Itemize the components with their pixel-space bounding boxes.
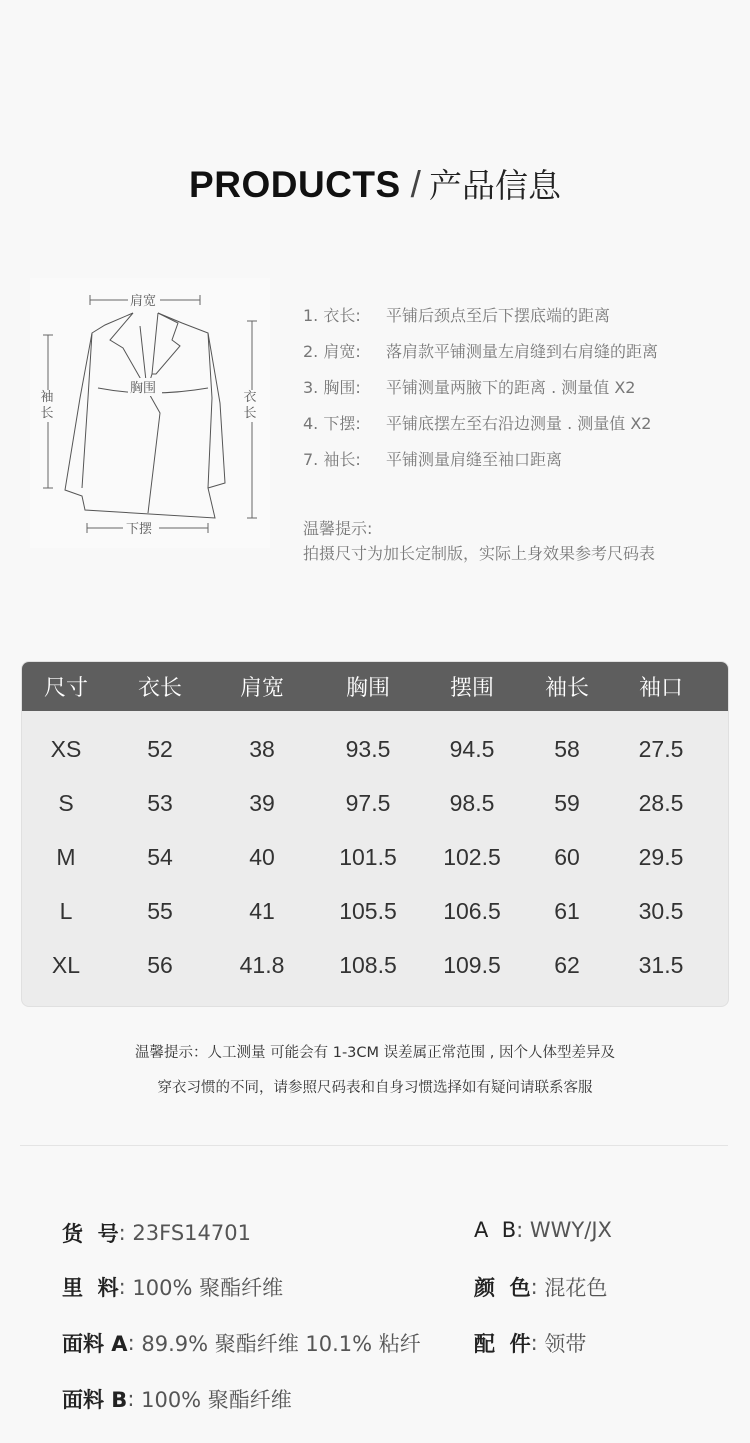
info-fabric-b: 面料 B : 100% 聚酯纤维 — [62, 1384, 292, 1414]
definition-row — [303, 296, 658, 332]
diagram-length-label: 衣长 — [243, 390, 257, 421]
info-color: 颜 色 : 混花色 — [474, 1272, 607, 1302]
header-size: 尺寸 — [43, 676, 88, 701]
tip-text: 拍摄尺寸为加长定制版，实际上身效果参考尺码表 — [303, 544, 656, 563]
header-cuff: 袖口 — [638, 676, 683, 701]
info-sku-label: 货 号 — [62, 1222, 119, 1246]
section-divider — [20, 1145, 728, 1146]
table-cell: S — [58, 789, 74, 816]
table-cell: 40 — [249, 843, 275, 870]
size-table — [21, 661, 729, 1007]
info-fabric-a: 面料 A : 89.9% 聚酯纤维 10.1% 粘纤 — [62, 1328, 421, 1358]
diagram-hem-label: 下摆 — [126, 522, 153, 537]
header-hem: 摆围 — [449, 676, 494, 701]
info-fabric-a-value: 89.9% 聚酯纤维 10.1% 粘纤 — [141, 1332, 421, 1356]
definition-value: 平铺测量肩缝至袖口距离 — [386, 449, 563, 469]
table-cell: 61 — [554, 897, 580, 924]
table-cell: 53 — [147, 789, 173, 816]
title-cn: 产品信息 — [428, 166, 561, 205]
table-row — [22, 722, 728, 776]
definition-value: 落肩款平铺测量左肩缝到右肩缝的距离 — [386, 341, 659, 361]
table-cell: L — [59, 897, 73, 924]
table-cell: 30.5 — [638, 897, 684, 924]
info-lining-label: 里 料 — [62, 1276, 119, 1300]
info-sku: 货 号 : 23FS14701 — [62, 1218, 251, 1248]
definition-row — [303, 368, 658, 404]
table-cell: 52 — [147, 735, 173, 762]
header-chest: 胸围 — [345, 676, 390, 701]
definition-key: 1. 衣长: — [303, 305, 361, 325]
header-length: 衣长 — [137, 676, 182, 701]
info-accessory-label: 配 件 — [474, 1332, 531, 1356]
table-cell: 54 — [147, 843, 173, 870]
info-fabric-b-value: 100% 聚酯纤维 — [141, 1388, 292, 1412]
table-cell: 56 — [147, 951, 173, 978]
definition-row — [303, 332, 658, 368]
definition-value: 平铺底摆左至右沿边测量 . 测量值 X2 — [386, 413, 652, 433]
definition-key: 3. 胸围: — [303, 377, 361, 397]
definition-key: 2. 肩宽: — [303, 341, 361, 361]
table-row — [22, 830, 728, 884]
info-color-value: 混花色 — [544, 1276, 608, 1300]
table-cell: 31.5 — [638, 951, 684, 978]
table-cell: 58 — [554, 735, 580, 762]
table-cell: 60 — [554, 843, 580, 870]
page-title — [0, 163, 750, 208]
table-cell: 62 — [554, 951, 580, 978]
table-cell: 28.5 — [638, 789, 684, 816]
info-lining-value: 100% 聚酯纤维 — [132, 1276, 284, 1300]
table-cell: 27.5 — [638, 735, 684, 762]
title-en: PRODUCTS — [189, 164, 401, 205]
header-sleeve: 袖长 — [544, 676, 589, 701]
definition-row — [303, 440, 658, 476]
table-cell: M — [56, 843, 76, 870]
tip-label: 温馨提示: — [303, 519, 373, 538]
diagram-shoulder-label: 肩宽 — [130, 294, 157, 309]
diagram-chest-label: 胸围 — [130, 381, 157, 396]
info-sku-value: 23FS14701 — [132, 1221, 251, 1245]
garment-measurement-diagram — [30, 278, 270, 548]
info-fabric-b-label: 面料 B — [62, 1388, 128, 1412]
table-cell: 55 — [147, 897, 173, 924]
info-ab-value: WWY/JX — [529, 1218, 612, 1242]
table-cell: 94.5 — [449, 735, 495, 762]
table-cell: XL — [51, 951, 81, 978]
definition-row — [303, 404, 658, 440]
info-accessory-value: 领带 — [544, 1332, 587, 1356]
title-separator: / — [410, 164, 421, 205]
measurement-definitions — [303, 296, 658, 476]
diagram-sleeve-label: 袖长 — [40, 390, 54, 421]
table-row — [22, 776, 728, 830]
table-cell: XS — [50, 735, 82, 762]
table-cell: 106.5 — [443, 897, 501, 924]
table-row — [22, 884, 728, 938]
table-cell: 98.5 — [449, 789, 495, 816]
table-cell: 29.5 — [638, 843, 684, 870]
table-cell: 93.5 — [345, 735, 391, 762]
measurement-note-line1: 温馨提示：人工测量 可能会有 1-3CM 误差属正常范围 , 因个人体型差异及 — [135, 1045, 615, 1061]
table-cell: 39 — [249, 789, 275, 816]
definition-value: 平铺测量两腋下的距离 . 测量值 X2 — [386, 377, 636, 397]
table-cell: 41.8 — [239, 951, 285, 978]
info-ab-label: A B — [474, 1218, 517, 1242]
measurement-note-line2: 穿衣习惯的不同，请参照尺码表和自身习惯选择如有疑问请联系客服 — [157, 1080, 593, 1096]
table-cell: 97.5 — [345, 789, 391, 816]
table-cell: 102.5 — [443, 843, 501, 870]
size-table-body — [22, 711, 728, 992]
definition-value: 平铺后颈点至后下摆底端的距离 — [386, 305, 611, 325]
table-cell: 38 — [249, 735, 275, 762]
definition-key: 7. 袖长: — [303, 449, 361, 469]
definition-key: 4. 下摆: — [303, 413, 361, 433]
table-row — [22, 938, 728, 992]
coat-outline-icon — [30, 278, 270, 548]
header-shoulder: 肩宽 — [239, 676, 284, 701]
photo-tip — [303, 516, 655, 566]
info-color-label: 颜 色 — [474, 1276, 531, 1300]
info-fabric-a-label: 面料 A — [62, 1332, 128, 1356]
table-cell: 109.5 — [443, 951, 501, 978]
table-cell: 105.5 — [339, 897, 397, 924]
info-accessory: 配 件 : 领带 — [474, 1328, 586, 1358]
table-cell: 59 — [554, 789, 580, 816]
info-ab: A B : WWY/JX — [474, 1218, 612, 1242]
table-cell: 101.5 — [339, 843, 397, 870]
table-cell: 41 — [249, 897, 275, 924]
table-cell: 108.5 — [339, 951, 397, 978]
info-lining: 里 料 : 100% 聚酯纤维 — [62, 1272, 283, 1302]
size-table-header — [22, 662, 728, 711]
